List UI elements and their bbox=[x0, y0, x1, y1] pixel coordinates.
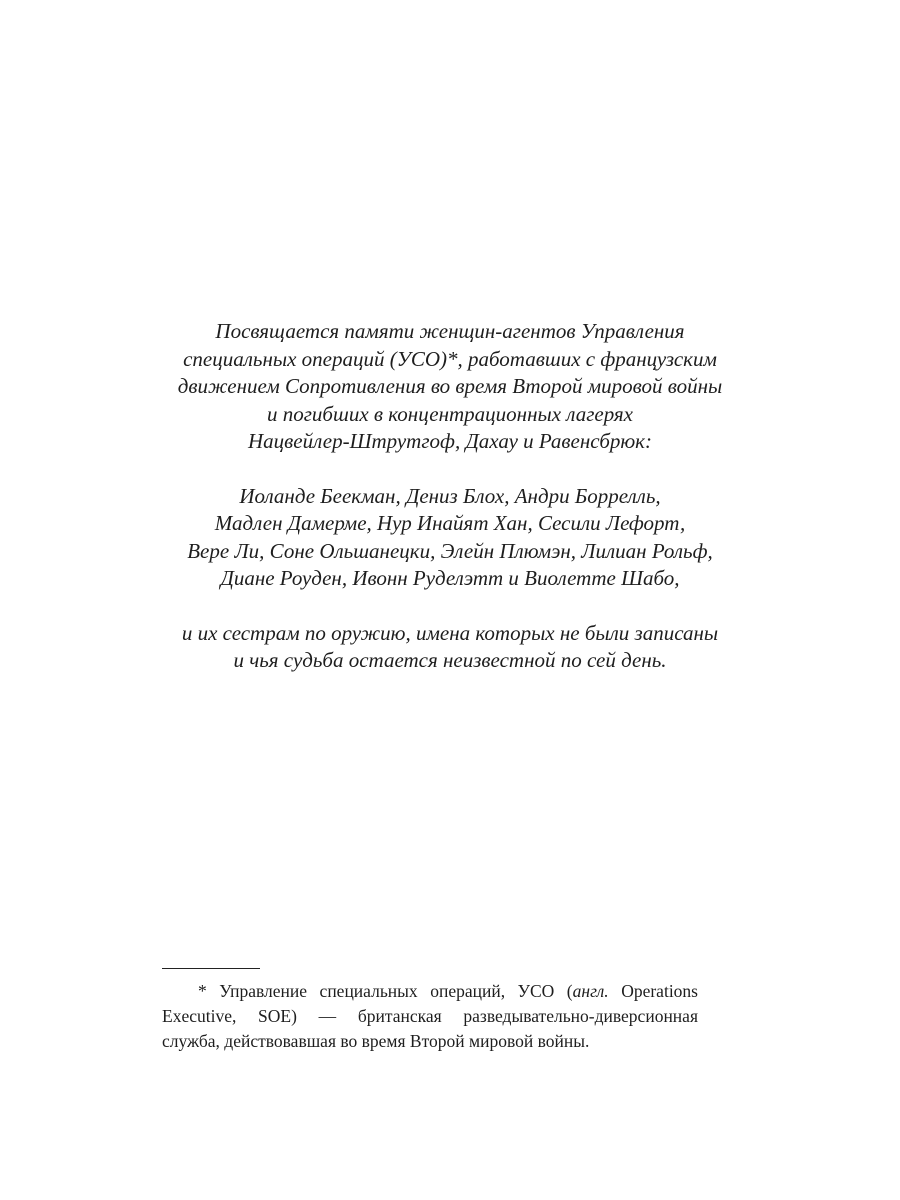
names-line: Иоланде Беекман, Дениз Блох, Андри Боррелль, bbox=[239, 483, 661, 508]
footnote-text-suffix: Operations bbox=[608, 981, 698, 1001]
footnote-abbreviation: англ. bbox=[572, 981, 609, 1001]
names-line: Мадлен Дамерме, Нур Инайят Хан, Сесили Лефорт, bbox=[214, 511, 686, 535]
dedication-paragraph-names bbox=[0, 483, 900, 593]
dedication-line: Посвящается памяти женщин-агентов Управления bbox=[215, 319, 685, 343]
footnote-text bbox=[162, 979, 698, 1054]
footnote-line bbox=[162, 979, 698, 1004]
dedication-line: и чья судьба остается неизвестной по сей день. bbox=[233, 648, 667, 672]
dedication-line: и их сестрам по оружию, имена которых не были записаны bbox=[181, 620, 719, 645]
footnote-rule bbox=[162, 968, 260, 969]
footnote-text-prefix: * Управление специальных операций, УСО ( bbox=[198, 981, 573, 1001]
dedication-paragraph-sisters bbox=[0, 620, 900, 675]
dedication-line: движением Сопротивления во время Второй мировой войны bbox=[177, 374, 723, 398]
names-line: Вере Ли, Соне Ольшанецки, Элейн Плюмэн, Лилиан Рольф, bbox=[187, 538, 713, 563]
dedication bbox=[0, 318, 900, 675]
dedication-line: и погибших в концентрационных лагерях bbox=[266, 401, 634, 426]
paragraph-spacer bbox=[0, 593, 900, 620]
dedication-line: Нацвейлер-Штрутгоф, Дахау и Равенсбрюк: bbox=[247, 429, 653, 453]
paragraph-spacer bbox=[0, 456, 900, 483]
dedication-line: специальных операций (УСО)*, работавших с французским bbox=[183, 346, 717, 371]
names-line: Диане Роуден, Ивонн Руделэтт и Виолетте Шабо, bbox=[220, 566, 680, 590]
footnote bbox=[162, 968, 698, 1054]
footnote-line: служба, действовавшая во время Второй мировой войны. bbox=[162, 1031, 590, 1051]
footnote-line: Executive, SOE) — британская разведывательно-диверсионная bbox=[162, 1006, 698, 1026]
dedication-paragraph-memorial bbox=[0, 318, 900, 456]
